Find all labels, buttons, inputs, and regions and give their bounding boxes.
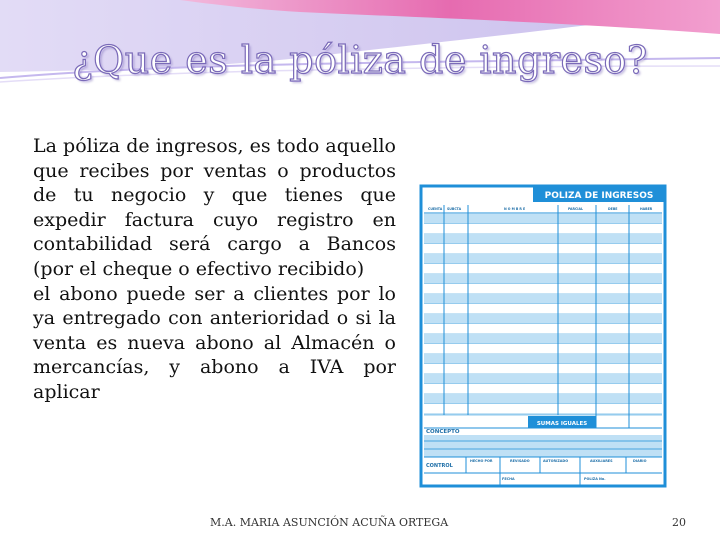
form-row xyxy=(424,234,662,244)
diario-label: DIARIO xyxy=(633,459,647,463)
form-row xyxy=(424,284,662,294)
form-row xyxy=(424,384,662,394)
col-nombre: N O M B R E xyxy=(504,207,526,211)
col-cuenta: CUENTA xyxy=(428,207,443,211)
page-number: 20 xyxy=(672,516,686,529)
form-row xyxy=(424,294,662,304)
form-row xyxy=(424,334,662,344)
form-row xyxy=(424,404,662,414)
form-row xyxy=(424,354,662,364)
form-row xyxy=(424,214,662,224)
poliza-ingresos-form-image xyxy=(418,183,668,491)
concepto-label: CONCEPTO xyxy=(426,429,460,435)
form-row xyxy=(424,314,662,324)
sumas-label: SUMAS IGUALES xyxy=(536,421,588,427)
form-row xyxy=(424,374,662,384)
autorizado-label: AUTORIZADO xyxy=(543,459,569,463)
form-row xyxy=(424,254,662,264)
form-row xyxy=(424,274,662,284)
control-label: CONTROL xyxy=(426,463,453,469)
form-row xyxy=(424,344,662,354)
form-row xyxy=(424,224,662,234)
form-row xyxy=(424,244,662,254)
form-row xyxy=(424,324,662,334)
paragraph-abono: el abono puede ser a clientes por lo ya entregado con anterioridad o si la venta es nueva abono al Almacén o mercancías, y abono a IVA por aplicar xyxy=(33,282,396,403)
poliza-no-label: POLIZA No. xyxy=(584,477,606,481)
form-rows xyxy=(424,214,662,415)
form-row xyxy=(424,394,662,404)
revisado-label: REVISADO xyxy=(510,459,530,463)
form-row xyxy=(424,364,662,374)
fecha-label: FECHA xyxy=(502,477,515,481)
slide-title: ¿Que es la póliza de ingreso? xyxy=(72,38,648,82)
paragraph-ingresos: La póliza de ingresos, es todo aquello que recibes por ventas o productos de tu negocio y que tienes que expedir factura cuyo registro en contabilidad será cargo a Bancos (por el cheque o efectivo recibido) xyxy=(33,135,396,280)
form-row xyxy=(424,304,662,314)
form-header-text: POLIZA DE INGRESOS xyxy=(544,191,654,201)
footer-author: M.A. MARIA ASUNCIÓN ACUÑA ORTEGA xyxy=(210,516,449,529)
col-haber: HABER xyxy=(640,207,653,211)
auxiliares-label: AUXILIARES xyxy=(590,459,613,463)
form-row xyxy=(424,264,662,274)
col-parcial: PARCIAL xyxy=(568,207,583,211)
body-text xyxy=(33,134,396,405)
hecho-por-label: HECHO POR xyxy=(470,459,493,463)
col-subcta: SUBCTA xyxy=(447,207,462,211)
col-debe: DEBE xyxy=(608,207,618,211)
